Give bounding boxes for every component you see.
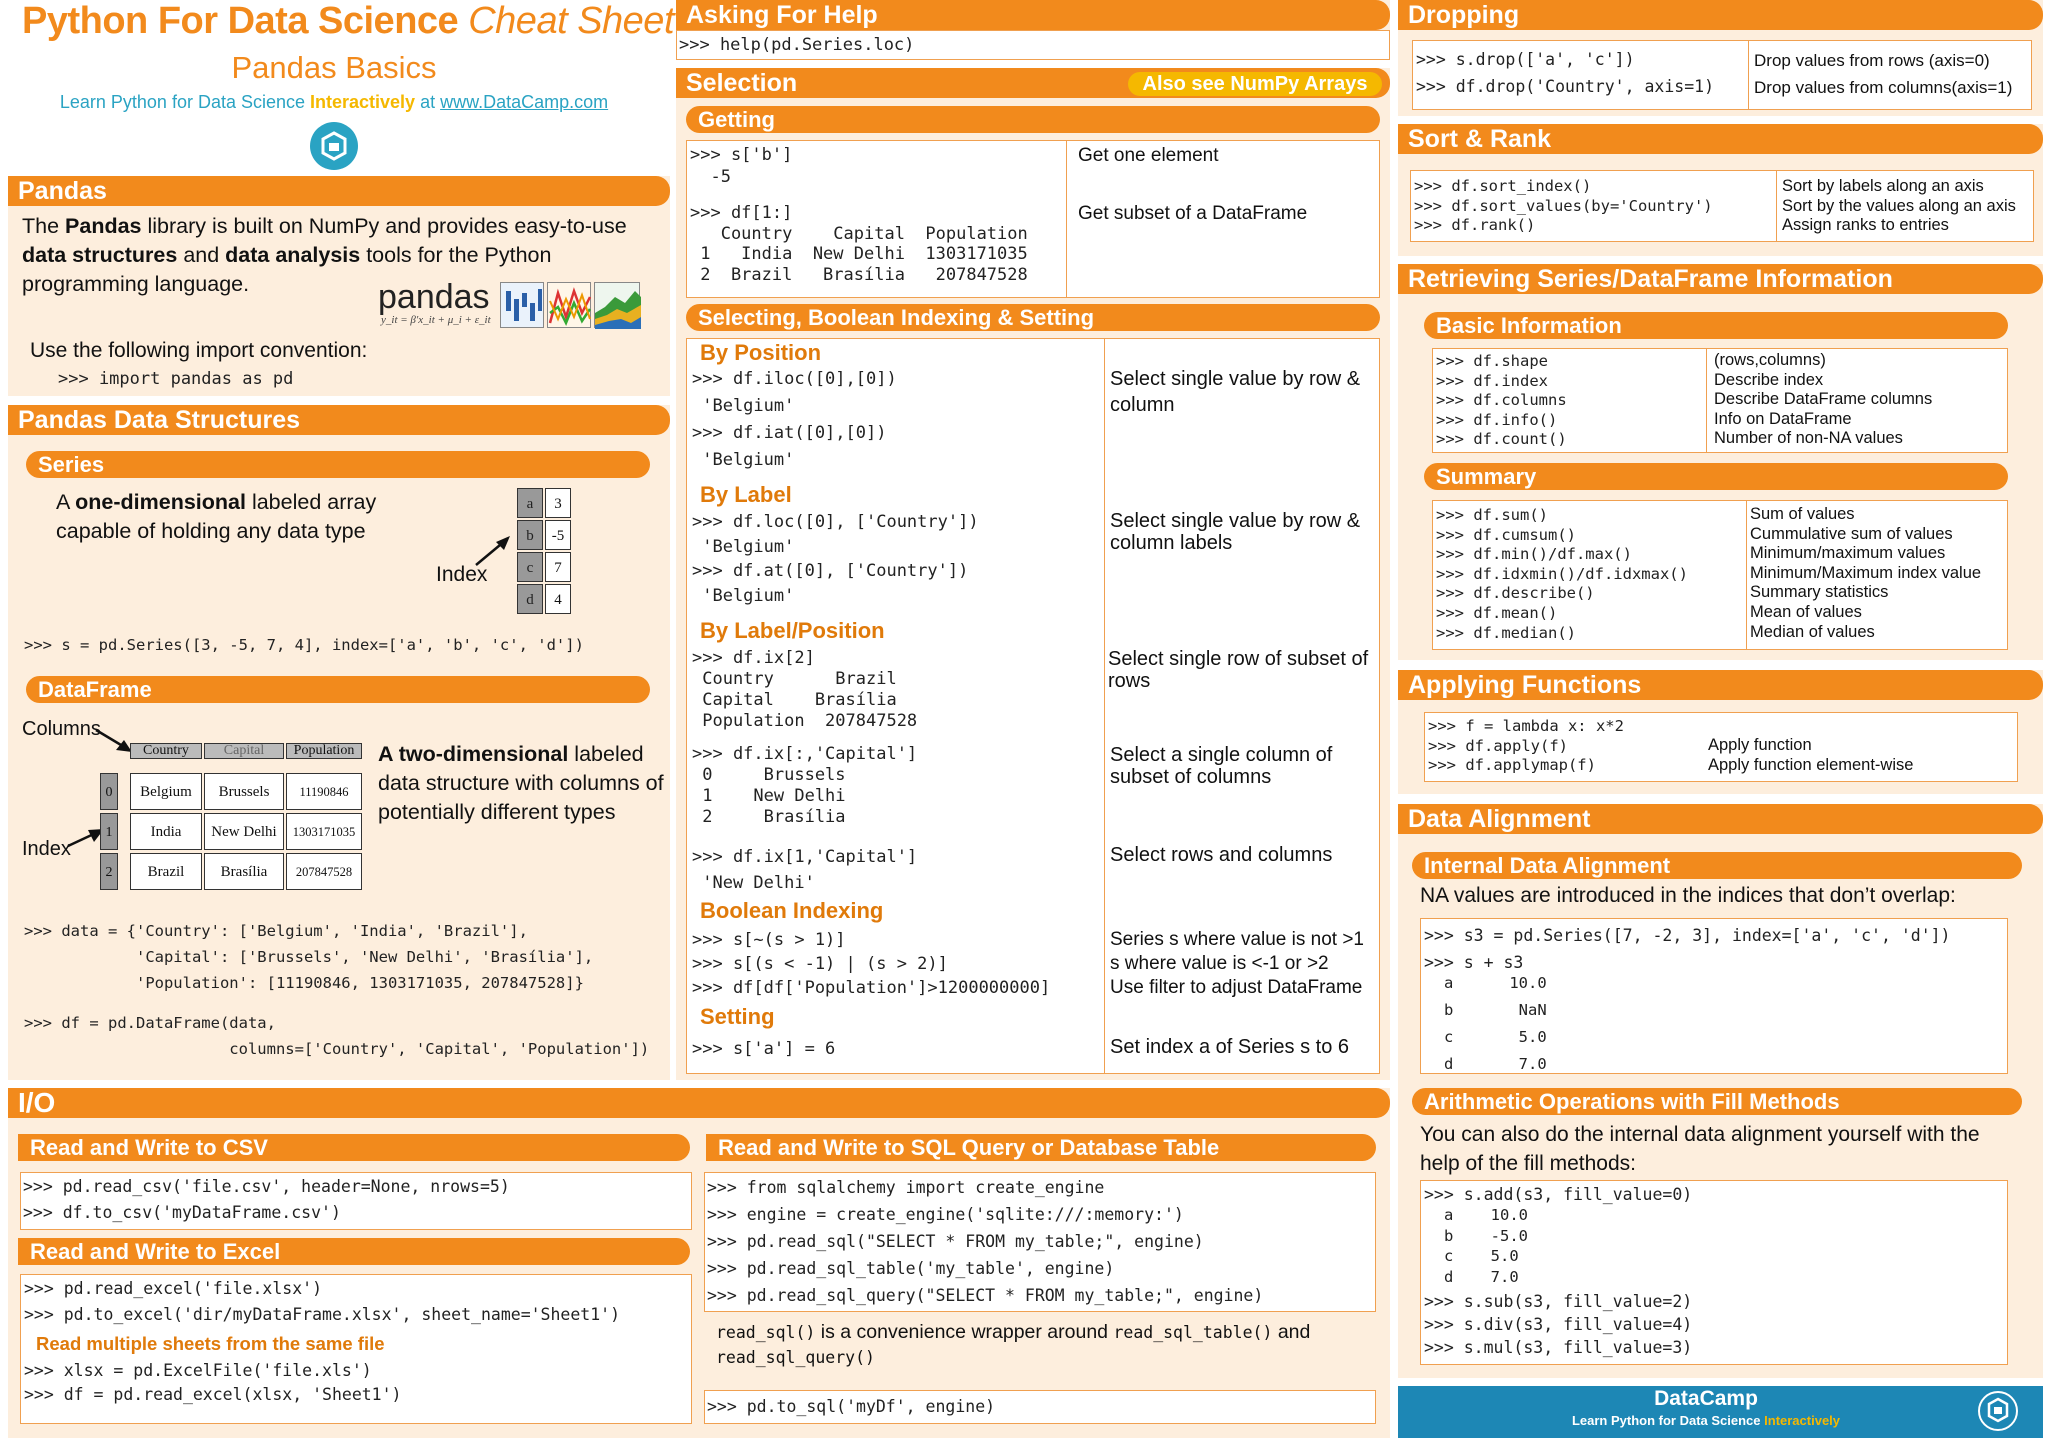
dropping-code: >>> s.drop(['a', 'c']) >>> df.drop('Country', axis=1) [1416, 50, 1715, 96]
df-desc-bold: A two-dimensional [378, 742, 569, 766]
internal-alignment-output: a 10.0 b NaN c 5.0 d 7.0 [1444, 974, 1547, 1073]
getting-desc-1: Get one element [1078, 145, 1219, 166]
intro-t2: library is built on NumPy and provides easy-to-use [141, 214, 627, 238]
internal-alignment-code: >>> s3 = pd.Series([7, -2, 3], index=['a', 'c', 'd']) >>> s + s3 [1424, 926, 1951, 972]
basic-info-desc: (rows,columns) Describe index Describe DataFrame columns Info on DataFrame Number of non-NA values [1714, 351, 1933, 448]
datacamp-logo-icon [310, 122, 358, 170]
dataframe-code [24, 918, 649, 1062]
intro-t3: and [177, 243, 226, 267]
series-index-cell: d [517, 584, 543, 614]
arith-header: Arithmetic Operations with Fill Methods [1412, 1088, 2022, 1115]
df-code-line-3: 'Population': [11190846, 1303171035, 207847528]} [24, 974, 584, 992]
setting-desc: Set index a of Series s to 6 [1110, 1036, 1350, 1058]
by-position-desc: Select single value by row & column [1110, 368, 1361, 416]
series-desc [56, 488, 386, 546]
boolean-desc [1110, 928, 1364, 1000]
series-value-cell: 7 [545, 552, 571, 582]
help-box [676, 30, 1390, 60]
arith-code-add: >>> s.add(s3, fill_value=0) [1424, 1185, 1693, 1204]
arith-code-ops: >>> s.sub(s3, fill_value=2) >>> s.div(s3, fill_value=4) >>> s.mul(s3, fill_value=3) [1424, 1292, 1693, 1357]
df-value-cell: New Delhi [204, 813, 284, 850]
by-label-code: >>> df.loc([0], ['Country']) 'Belgium' >>> df.at([0], ['Country']) 'Belgium' [692, 512, 979, 606]
selection-header: Selection [676, 68, 1390, 98]
arith-output: a 10.0 b -5.0 c 5.0 d 7.0 [1444, 1206, 1528, 1286]
pandas-logo-area-icon [594, 282, 640, 328]
help-header: Asking For Help [676, 0, 1390, 30]
df-code-line-2: 'Capital': ['Brussels', 'New Delhi', 'Brasília'], [24, 948, 594, 966]
intro-t1: The [22, 214, 66, 238]
df-index-cell: 2 [100, 853, 118, 890]
getting-code-2: >>> df[1:] Country Capital Population 1 India New Delhi 1303171035 2 Brazil Brasília 207847528 [690, 203, 1028, 285]
df-index-cell: 1 [100, 813, 118, 850]
footer-tag-text: Learn Python for Data Science [1571, 1413, 1765, 1428]
boolean-code: >>> s[~(s > 1)] >>> s[(s < -1) | (s > 2)] >>> df[df['Population']>1200000000] [692, 930, 1051, 998]
df-value-cell: India [130, 813, 202, 850]
footer-brand: DataCamp [1654, 1387, 1758, 1410]
df-value-cell: 1303171035 [286, 813, 362, 850]
by-position-code: >>> df.iloc([0],[0]) 'Belgium' >>> df.iat([0],[0]) 'Belgium' [692, 369, 897, 470]
series-value-cell: -5 [545, 520, 571, 550]
sort-header: Sort & Rank [1398, 124, 2043, 154]
df-columns-label: Columns [22, 718, 101, 740]
boolean-label: Boolean Indexing [700, 898, 884, 923]
sql-code: >>> from sqlalchemy import create_engine >>> engine = create_engine('sqlite:///:memory:') >>> pd.read_sql("SELECT * FROM my_table;", engine) >>> pd.read_sql_table('my_table', engine) >>> pd.read_sql_query("SELECT * FROM my_table;", engine) [707, 1178, 1264, 1305]
sort-desc: Sort by labels along an axis Sort by the values along an axis Assign ranks to entries [1782, 177, 2016, 235]
structures-header: Pandas Data Structures [8, 405, 670, 435]
sbis-sep [1104, 338, 1105, 1074]
series-desc-1: A [56, 490, 76, 514]
series-desc-2: labeled array capable of holding any data type [56, 490, 377, 543]
excel-header: Read and Write to Excel [18, 1238, 690, 1265]
alignment-header: Data Alignment [1398, 804, 2043, 834]
intro-b1: Pandas [65, 214, 142, 238]
summary-sep [1746, 500, 1747, 650]
dropping-header: Dropping [1398, 0, 2043, 30]
by-label-label: By Label [700, 482, 792, 507]
df-value-cell: 207847528 [286, 853, 362, 890]
io-header: I/O [8, 1088, 1390, 1118]
sort-sep [1776, 170, 1777, 242]
series-index-cell: a [517, 488, 543, 518]
by-label-desc: Select single value by row & column labels [1110, 510, 1361, 554]
df-column-header: Country [130, 743, 202, 759]
boolean-desc-2: s where value is <-1 or >2 [1110, 953, 1329, 974]
by-labpos-code-2: >>> df.ix[:,'Capital'] 0 Brussels 1 New Delhi 2 Brasília [692, 744, 918, 827]
import-label: Use the following import convention: [30, 339, 368, 362]
footer-datacamp-icon [1978, 1391, 2018, 1431]
csv-header: Read and Write to CSV [18, 1134, 690, 1161]
df-code-line-5: columns=['Country', 'Capital', 'Population']) [24, 1040, 650, 1058]
df-desc-text: labeled data structure with columns of potentially different types [378, 742, 664, 824]
csv-code: >>> pd.read_csv('file.csv', header=None, nrows=5) >>> df.to_csv('myDataFrame.csv') [23, 1177, 510, 1222]
csv-box [20, 1172, 692, 1230]
by-labpos-label: By Label/Position [700, 618, 885, 643]
df-index-label: Index [22, 838, 71, 860]
dataframe-desc [378, 740, 668, 827]
title-accent: Cheat Sheet [468, 0, 674, 42]
df-code-line-1: >>> data = {'Country': ['Belgium', 'India', 'Brazil'], [24, 922, 528, 940]
boolean-desc-3: Use filter to adjust DataFrame [1110, 977, 1363, 998]
getting-desc-2: Get subset of a DataFrame [1078, 203, 1308, 224]
series-index-label: Index [436, 563, 488, 586]
basic-info-sep [1706, 348, 1707, 453]
arith-text: You can also do the internal data alignment yourself with the help of the fill methods: [1420, 1123, 1980, 1175]
pandas-logo-text: pandas [378, 278, 490, 316]
df-value-cell: Brasília [204, 853, 284, 890]
summary-desc: Sum of values Cummulative sum of values Minimum/maximum values Minimum/Maximum index value Summary statistics Mean of values Median of values [1750, 505, 1982, 641]
by-position-label: By Position [700, 340, 822, 365]
df-index-cell: 0 [100, 773, 118, 810]
info-header: Retrieving Series/DataFrame Information [1398, 264, 2043, 294]
dropping-sep [1748, 40, 1749, 110]
tagline [0, 92, 668, 113]
sql-note-text-1: is a convenience wrapper around [815, 1321, 1114, 1343]
df-column-header: Capital [204, 743, 284, 759]
getting-header: Getting [686, 106, 1380, 133]
sql-note-text-2: and [1272, 1321, 1311, 1343]
series-value-cell: 4 [545, 584, 571, 614]
pandas-logo-formula: y_it = β′x_it + μ_i + ε_it [381, 314, 491, 326]
sql-box [704, 1172, 1376, 1312]
boolean-desc-1: Series s where value is not >1 [1110, 929, 1364, 950]
footer-tagline [1398, 1413, 2014, 1428]
intro-b3: data analysis [225, 243, 361, 267]
df-column-header: Population [286, 743, 362, 759]
dataframe-table [100, 743, 370, 895]
df-code-line-4: >>> df = pd.DataFrame(data, [24, 1014, 276, 1032]
import-code: >>> import pandas as pd [58, 369, 294, 389]
sort-code: >>> df.sort_index() >>> df.sort_values(by='Country') >>> df.rank() [1414, 177, 1713, 235]
sql-note-code-1: read_sql() [716, 1323, 816, 1342]
tagline-text: Learn Python for Data Science [59, 92, 311, 112]
df-value-cell: Brazil [130, 853, 202, 890]
tagline-at: at [415, 92, 441, 112]
series-index-arrow-icon [474, 535, 514, 567]
multi-sheets-label: Read multiple sheets from the same file [36, 1333, 385, 1354]
df-value-cell: Brussels [204, 773, 284, 810]
tagline-interactively: Interactively [310, 92, 416, 112]
sql-note-code-2: read_sql_table() [1113, 1323, 1273, 1342]
internal-alignment-header: Internal Data Alignment [1412, 852, 2022, 879]
datacamp-link[interactable]: www.DataCamp.com [440, 92, 609, 112]
summary-header: Summary [1424, 463, 2008, 490]
page-title [22, 0, 674, 43]
summary-code: >>> df.sum() >>> df.cumsum() >>> df.min()/df.max() >>> df.idxmin()/df.idxmax() >>> df.describe() >>> df.mean() >>> df.median() [1436, 506, 1688, 642]
also-see-numpy-link[interactable]: Also see NumPy Arrays [1128, 72, 1382, 96]
series-index-cell: c [517, 552, 543, 582]
dropping-desc: Drop values from rows (axis=0) Drop values from columns(axis=1) [1754, 51, 2013, 97]
to-sql-box [704, 1390, 1376, 1424]
pandas-logo-lines-icon [547, 282, 591, 328]
help-code: >>> help(pd.Series.loc) [679, 35, 915, 55]
setting-code: >>> s['a'] = 6 [692, 1039, 836, 1059]
by-labpos-code-1: >>> df.ix[2] Country Brazil Capital Brasília Population 207847528 [692, 648, 918, 731]
series-value-cell: 3 [545, 488, 571, 518]
by-labpos-code-3: >>> df.ix[1,'Capital'] 'New Delhi' [692, 847, 918, 893]
pandas-header: Pandas [8, 176, 670, 206]
by-labpos-desc-2: Select a single column of subset of columns [1110, 744, 1333, 788]
excel-code: >>> pd.read_excel('file.xlsx') >>> pd.to_excel('dir/myDataFrame.xlsx', sheet_name='Sheet1') [24, 1279, 621, 1324]
intro-t4: tools for the Python programming language. [22, 243, 552, 296]
dataframe-header: DataFrame [26, 676, 650, 703]
series-desc-bold: one-dimensional [75, 490, 246, 514]
basic-info-header: Basic Information [1424, 312, 2008, 339]
getting-sep [1066, 140, 1067, 298]
applying-code: >>> f = lambda x: x*2 >>> df.apply(f) >>> df.applymap(f) [1428, 717, 1624, 775]
intro-b2: data structures [22, 243, 178, 267]
to-sql-code: >>> pd.to_sql('myDf', engine) [707, 1397, 996, 1416]
series-index-cell: b [517, 520, 543, 550]
page-subtitle: Pandas Basics [231, 50, 437, 85]
sbis-header: Selecting, Boolean Indexing & Setting [686, 304, 1380, 331]
df-value-cell: Belgium [130, 773, 202, 810]
pandas-logo-bars-icon [500, 282, 544, 328]
applying-desc: Apply function Apply function element-wise [1708, 736, 1914, 774]
by-labpos-desc-1: Select single row of subset of rows [1108, 648, 1369, 692]
sql-note [716, 1320, 1376, 1370]
df-value-cell: 11190846 [286, 773, 362, 810]
series-code: >>> s = pd.Series([3, -5, 7, 4], index=['a', 'b', 'c', 'd']) [24, 636, 584, 654]
internal-alignment-text: NA values are introduced in the indices that don’t overlap: [1420, 884, 1956, 907]
footer-tag-interactively: Interactively [1764, 1413, 1841, 1428]
getting-code-1: >>> s['b'] -5 [690, 145, 793, 187]
series-header: Series [26, 451, 650, 478]
setting-label: Setting [700, 1004, 775, 1029]
applying-header: Applying Functions [1398, 670, 2043, 700]
title-main: Python For Data Science [22, 0, 459, 42]
multi-sheets-code: >>> xlsx = pd.ExcelFile('file.xls') >>> df = pd.read_excel(xlsx, 'Sheet1') [24, 1361, 402, 1404]
sql-note-code-3: read_sql_query() [716, 1348, 875, 1367]
by-labpos-desc-3: Select rows and columns [1110, 844, 1333, 866]
sql-header: Read and Write to SQL Query or Database Table [706, 1134, 1376, 1161]
basic-info-code: >>> df.shape >>> df.index >>> df.columns >>> df.info() >>> df.count() [1436, 352, 1567, 449]
series-table [517, 488, 573, 616]
